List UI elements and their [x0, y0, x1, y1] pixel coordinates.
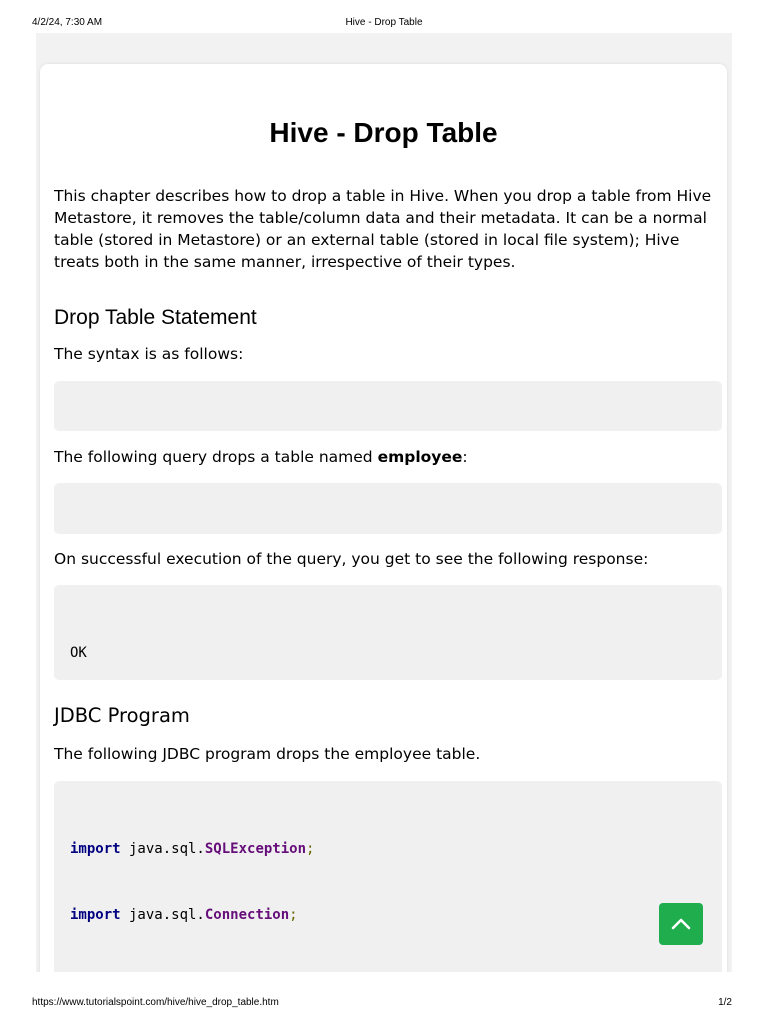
query-code-block[interactable]	[54, 483, 722, 534]
page-background	[36, 33, 732, 972]
code-line: import java.sql.SQLException;	[70, 841, 315, 857]
table-name-emphasis: employee	[377, 448, 463, 466]
intro-line: Metastore, it removes the table/column data and their metadata. It can be a normal	[54, 209, 707, 227]
intro-line: treats both in the same manner, irrespective of their types.	[54, 253, 516, 271]
intro-line: This chapter describes how to drop a table in Hive. When you drop a table from Hive	[54, 187, 712, 205]
print-footer	[32, 997, 736, 1009]
chevron-up-icon	[671, 918, 691, 930]
print-doc-title: Hive - Drop Table	[345, 17, 423, 28]
response-code-block[interactable]	[54, 585, 722, 680]
jdbc-code-block[interactable]	[54, 781, 722, 972]
code-line: OK	[70, 645, 87, 661]
section-heading-drop-table: Drop Table Statement	[54, 306, 257, 329]
article-card	[40, 64, 727, 972]
print-url: https://www.tutorialspoint.com/hive/hive_drop_table.htm	[32, 997, 279, 1008]
jdbc-intro: The following JDBC program drops the employee table.	[54, 745, 481, 763]
syntax-intro: The syntax is as follows:	[54, 345, 244, 363]
syntax-code-block[interactable]	[54, 381, 722, 431]
code-line	[70, 970, 706, 972]
code-line: import java.sql.Connection;	[70, 907, 298, 923]
print-datetime: 4/2/24, 7:30 AM	[32, 17, 103, 28]
response-intro: On successful execution of the query, you get to see the following response:	[54, 550, 649, 568]
intro-paragraph	[54, 185, 716, 273]
intro-line: table (stored in Metastore) or an external table (stored in local file system); Hive	[54, 231, 680, 249]
scroll-to-top-button[interactable]	[659, 903, 703, 945]
print-header	[32, 17, 736, 29]
query-intro: The following query drops a table named employee:	[54, 448, 468, 466]
print-page-number: 1/2	[718, 997, 732, 1008]
page-title: Hive - Drop Table	[269, 117, 498, 148]
section-heading-jdbc: JDBC Program	[54, 704, 190, 727]
